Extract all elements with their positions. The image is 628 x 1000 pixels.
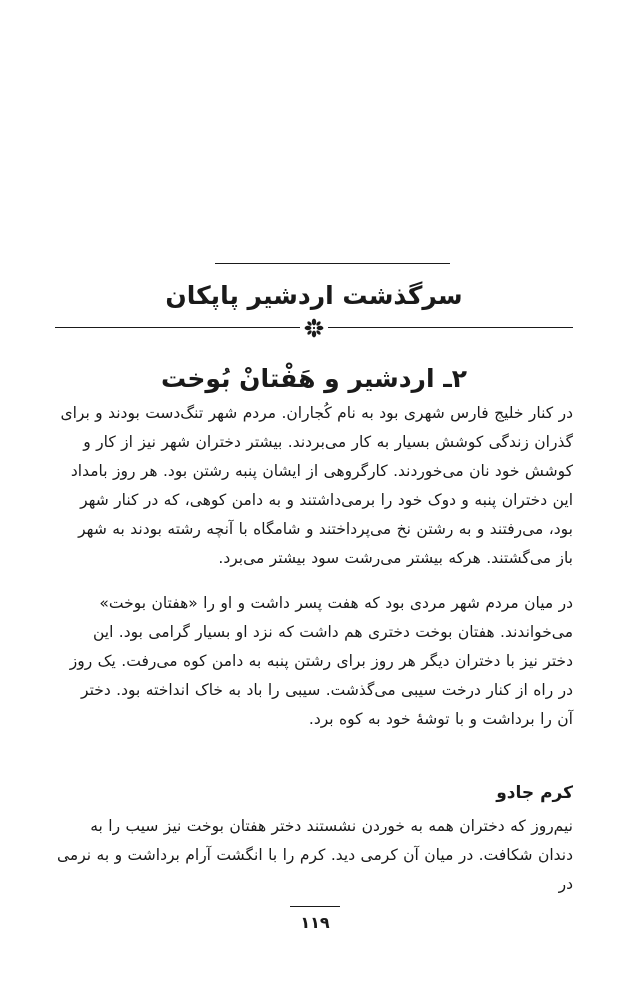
text-line: کوشش خود نان می‌خوردند. کارگروهی از ایشان پنبه رشتن بود. هر روز بامداد bbox=[70, 462, 573, 480]
chapter-title: سرگذشت اردشیر پاپکان bbox=[165, 281, 463, 310]
text-line: دختر نیز با دختران دیگر هر روز برای رشتن پنبه به دامن کوه می‌رفت. یک روز bbox=[69, 652, 573, 670]
text-line: در میان مردم شهر مردی بود که هفت پسر داشت و او را «هفتان بوخت» bbox=[99, 594, 573, 612]
footer-rule bbox=[290, 906, 340, 907]
text-line: نیم‌روز که دختران همه به خوردن نشستند دختر هفتان بوخت نیز سیب را به bbox=[90, 817, 573, 835]
text-line: در راه از کنار درخت سیبی می‌گذشت. سیبی را باد به خاک انداخته بود. دختر bbox=[81, 681, 573, 699]
paragraph-3 bbox=[57, 812, 573, 899]
divider-line-left bbox=[55, 327, 300, 328]
text-line: گذران زندگی کوشش بسیار به کار می‌بردند. بیشتر دختران شهر نیز از کار و bbox=[83, 433, 573, 451]
paragraph-2 bbox=[57, 589, 573, 734]
text-line: بود، می‌رفتند و به رشتن نخ می‌پرداختند و شامگاه با آنچه رشته بودند به شهر bbox=[78, 520, 573, 538]
text-line: در کنار خلیج فارس شهری بود به نام کُجاران. مردم شهر تنگ‌دست بودند و برای bbox=[60, 404, 573, 422]
title-ornament-divider bbox=[55, 318, 573, 338]
text-line: دندان شکافت. در میان آن کرمی دید. کرم را با انگشت آرام برداشت و به نرمی در bbox=[57, 846, 573, 893]
subheading-worm: کرم جادو bbox=[496, 783, 573, 803]
text-line: آن را برداشت و با توشهٔ خود به کوه برد. bbox=[308, 710, 573, 728]
section-title: ۲ـ اردشیر و هَفْتانْ بُوخت bbox=[160, 364, 468, 393]
title-top-rule bbox=[215, 263, 450, 264]
text-line: می‌خواندند. هفتان بوخت دختری هم داشت که نزد او بسیار گرامی بود. این bbox=[92, 623, 573, 641]
text-line: باز می‌گشتند. هرکه بیشتر می‌رشت سود بیشتر می‌برد. bbox=[218, 549, 573, 567]
page-number: ۱۱۹ bbox=[300, 913, 330, 932]
text-line: این دختران پنبه و دوک خود را برمی‌داشتند و به دامن کوهی، که در کنار شهر bbox=[80, 491, 573, 509]
divider-line-right bbox=[328, 327, 573, 328]
flower-ornament-icon bbox=[304, 318, 324, 338]
paragraph-1 bbox=[57, 399, 573, 573]
